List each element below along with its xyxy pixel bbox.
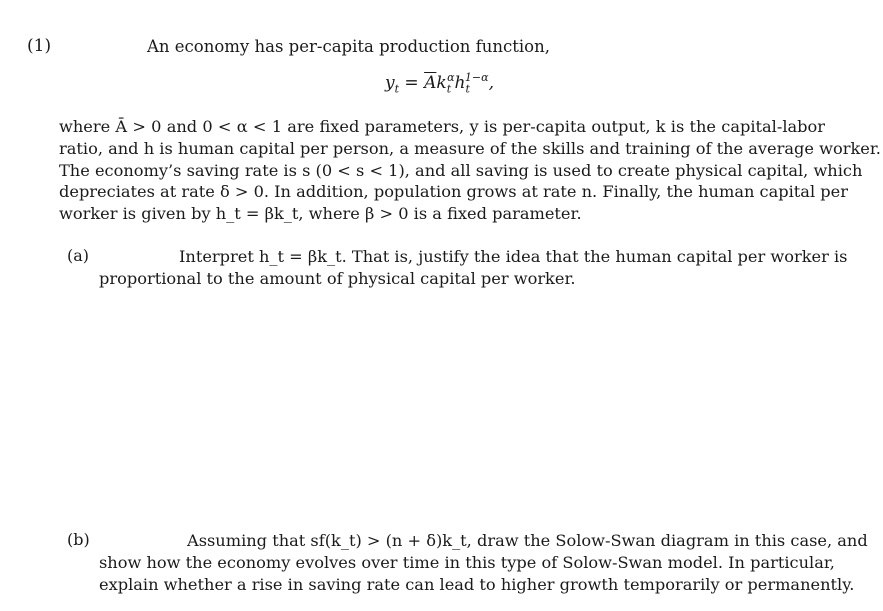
question-paragraph: [59, 116, 881, 225]
part-a-label: (a): [67, 246, 90, 265]
part-b-line: Assuming that sf(k_t) > (n + δ)k_t, draw the Solow-Swan diagram in this case, and: [187, 531, 868, 550]
part-b-line: explain whether a rise in saving rate can lead to higher growth temporarily or permanently.: [99, 575, 855, 594]
production-function-formula: [385, 71, 494, 95]
part-a-text: [99, 246, 848, 290]
paragraph-line: worker is given by h_t = βk_t, where β > 0 is a fixed parameter.: [59, 204, 582, 224]
question-number: (1): [27, 36, 52, 56]
part-a-line: Interpret h_t = βk_t. That is, justify the idea that the human capital per worker is: [179, 247, 848, 266]
paragraph-line: ratio, and h is human capital per person, a measure of the skills and training of the average worker.: [59, 138, 881, 158]
part-b-text: [99, 530, 868, 596]
formula-rendered: $y_t = \overline{A}k_t^\alpha h_t^{1-\alpha}$,: [385, 71, 494, 96]
part-a-line: proportional to the amount of physical capital per worker.: [99, 269, 576, 288]
paragraph-line: The economy’s saving rate is s (0 < s < 1), and all saving is used to create physical capital, which: [59, 160, 863, 180]
question-intro: An economy has per-capita production function,: [147, 37, 550, 56]
part-b-label: (b): [67, 530, 90, 549]
part-b-line: show how the economy evolves over time in this type of Solow-Swan model. In particular,: [99, 553, 835, 572]
paragraph-line: where Ā > 0 and 0 < α < 1 are fixed parameters, y is per-capita output, k is the capital-labor: [59, 117, 825, 136]
paragraph-line: depreciates at rate δ > 0. In addition, population grows at rate n. Finally, the human capital per: [59, 182, 848, 202]
